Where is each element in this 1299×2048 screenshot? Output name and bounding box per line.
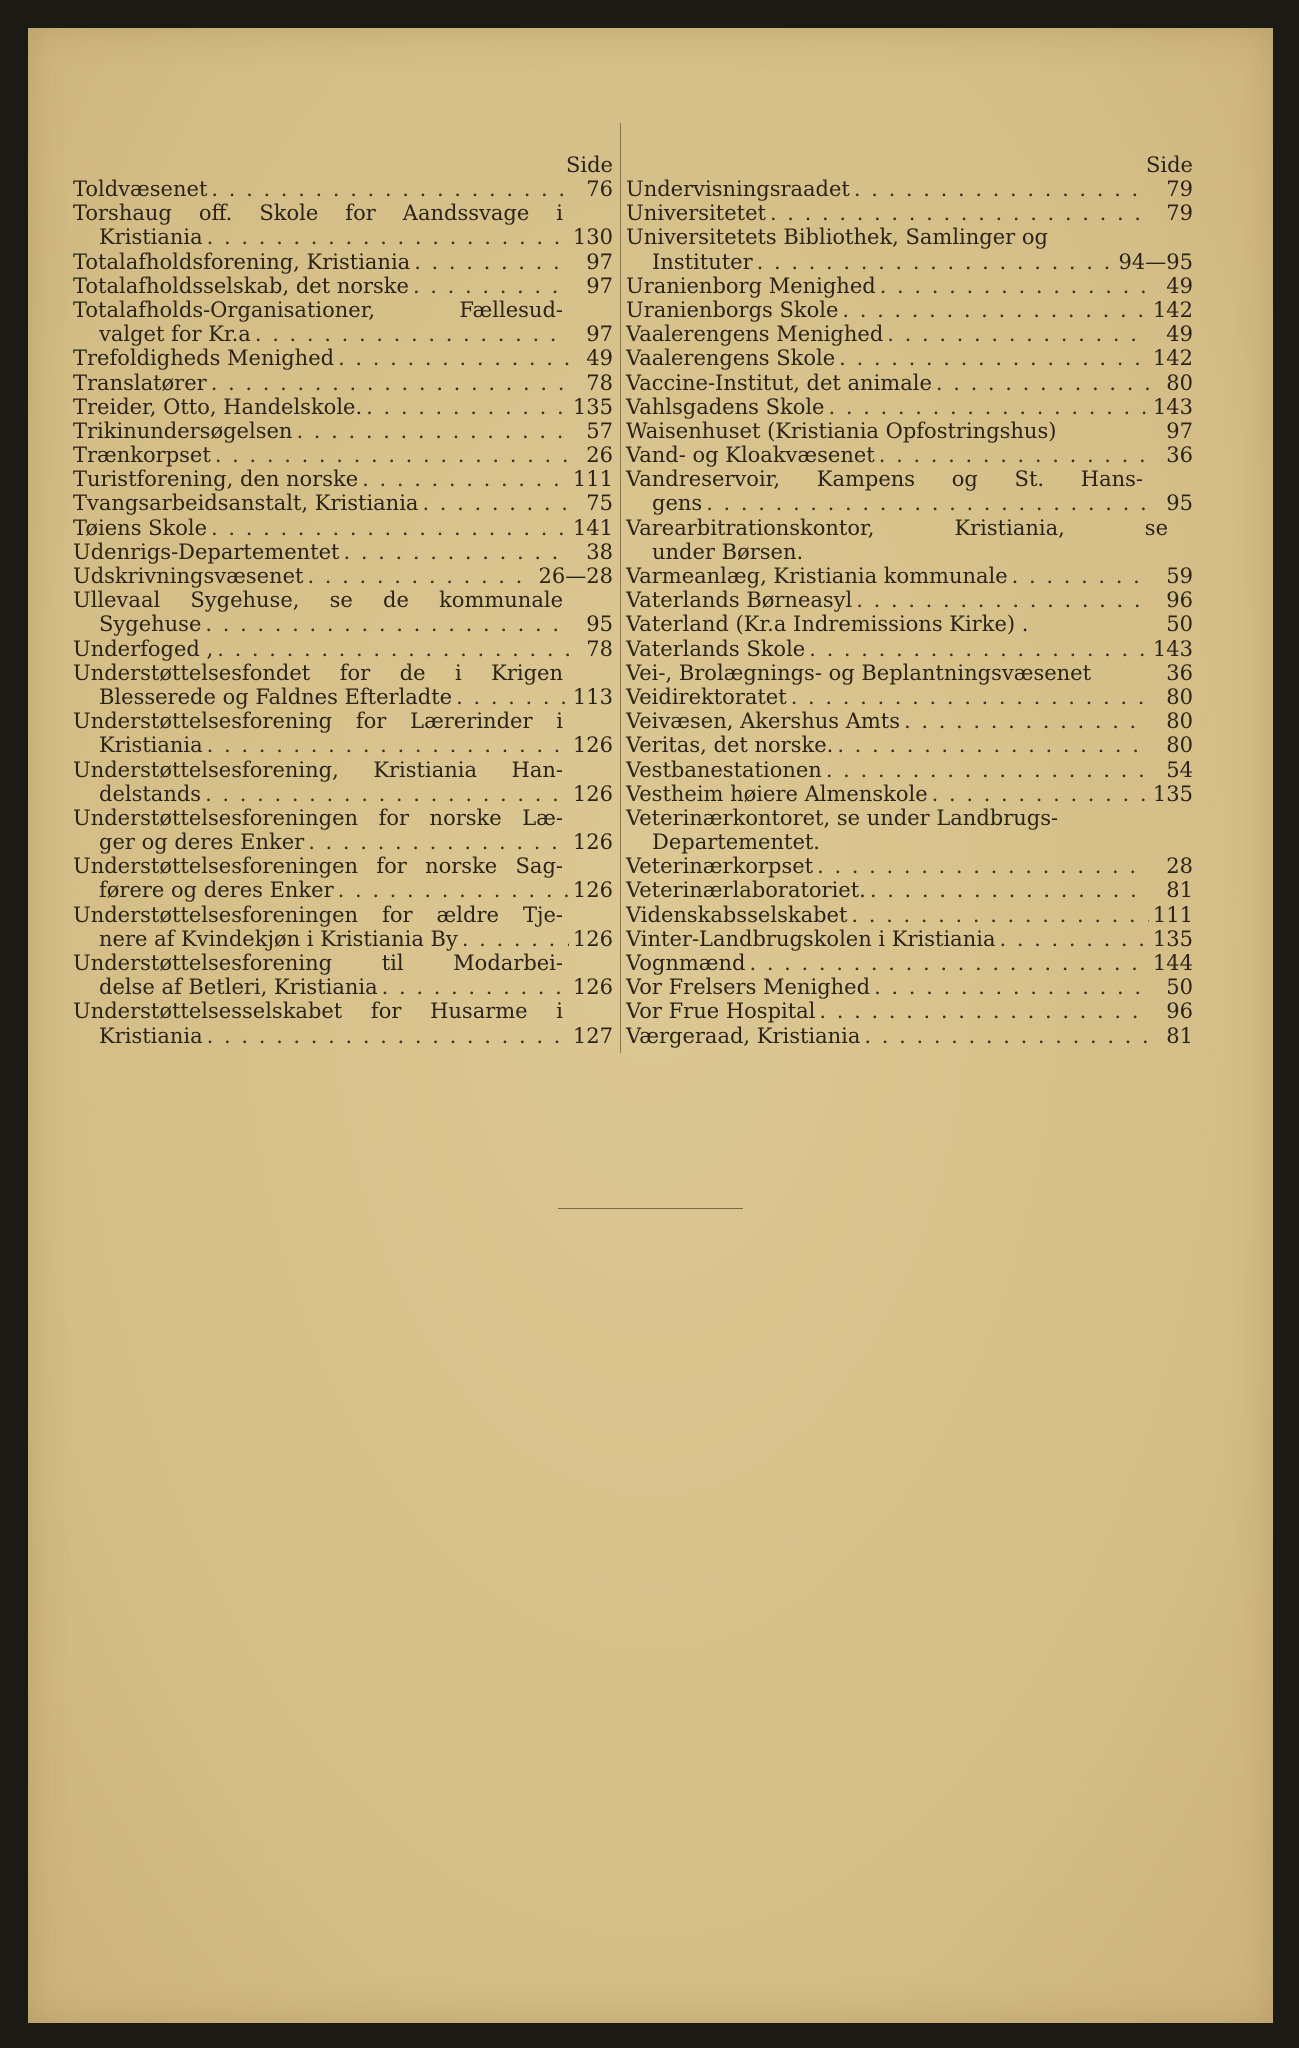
index-entry-cont: under Børsen. xyxy=(652,539,804,564)
index-entry-cont: nere af Kvindekjøn i Kristiania By . . . 126 xyxy=(73,927,613,951)
index-entry: Understøttelsesforeningen for norske Sag- xyxy=(73,854,563,879)
index-entry: Veivæsen, Akershus Amts . . . 80 xyxy=(626,709,1193,733)
index-entry: Understøttelsesfondet for de i Krigen xyxy=(73,660,563,685)
index-entry: Translatører . . . 78 xyxy=(73,371,613,395)
index-entry-cont: Kristiania . . . 130 xyxy=(73,225,613,249)
index-entry: Videnskabsselskabet . . . 111 xyxy=(626,903,1193,927)
index-entry: Varmeanlæg, Kristiania kommunale . . . 59 xyxy=(626,564,1193,588)
index-entry-cont: gens . . . 95 xyxy=(626,491,1193,515)
index-entry: Værgeraad, Kristiania . . . 81 xyxy=(626,1024,1193,1048)
index-entry: Toldvæsenet . . . 76 xyxy=(73,177,613,201)
index-entry-cont: ger og deres Enker . . . 126 xyxy=(73,830,613,854)
index-entry: Vognmænd . . . 144 xyxy=(626,951,1193,975)
index-entry-cont: Blesserede og Faldnes Efterladte . . . 113 xyxy=(73,685,613,709)
index-entry: Ullevaal Sygehuse, se de kommunale xyxy=(73,588,563,613)
index-entry: Vaterlands Skole . . . 143 xyxy=(626,637,1193,661)
index-entry: Vaterlands Børneasyl . . . 96 xyxy=(626,588,1193,612)
index-entry: Understøttelsesforening, Kristiania Han- xyxy=(73,757,563,782)
index-entry: Uranienborgs Skole . . . 142 xyxy=(626,298,1193,322)
index-entry: Varearbitrationskontor, Kristiania, se xyxy=(626,515,1168,540)
index-entry: Udenrigs-Departementet . . . 38 xyxy=(73,540,613,564)
index-entry: Uranienborg Menighed . . . 49 xyxy=(626,274,1193,298)
index-entry: Understøttelsesforening for Lærerinder i xyxy=(73,709,563,734)
column-divider xyxy=(620,123,621,1053)
index-entry: Tvangsarbeidsanstalt, Kristiania . . . 75 xyxy=(73,491,613,515)
index-entry-cont: delse af Betleri, Kristiania . . . 126 xyxy=(73,975,613,999)
index-entry-cont: Departementet. xyxy=(652,830,820,855)
index-column-left xyxy=(73,153,613,1048)
index-entry: Waisenhuset (Kristiania Opfostringshus) 97 xyxy=(626,418,1193,443)
index-entry: Totalafholdsforening, Kristiania . . . 97 xyxy=(73,250,613,274)
index-entry: Veterinærkontoret, se under Landbrugs- xyxy=(626,805,1059,830)
index-entry: Veritas, det norske. . . . 80 xyxy=(626,733,1193,757)
index-entry-cont: Kristiania . . . 126 xyxy=(73,733,613,757)
index-entry: Udskrivningsvæsenet . . . 26—28 xyxy=(73,564,613,588)
index-entry-cont: førere og deres Enker . . . 126 xyxy=(73,878,613,902)
index-entry: Undervisningsraadet . . . 79 xyxy=(626,177,1193,201)
index-entry: Vandreservoir, Kampens og St. Hans- xyxy=(626,467,1143,492)
index-entry-cont: Kristiania . . . 127 xyxy=(73,1024,613,1048)
index-entry: Turistforening, den norske . . . 111 xyxy=(73,467,613,491)
index-entry-cont: Instituter . . . 94—95 xyxy=(626,250,1193,274)
side-header: Side xyxy=(1146,153,1193,177)
index-entry: Understøttelsesforeningen for ældre Tje- xyxy=(73,902,563,927)
index-entry: Vaterland (Kr.a Indremissions Kirke) . 50 xyxy=(626,612,1193,637)
index-entry: Vand- og Kloakvæsenet . . . 36 xyxy=(626,443,1193,467)
index-page xyxy=(28,28,1273,2023)
index-entry: Trikinundersøgelsen . . . 57 xyxy=(73,419,613,443)
index-entry: Vor Frue Hospital . . . 96 xyxy=(626,999,1193,1023)
index-entry: Vaccine-Institut, det animale . . . 80 xyxy=(626,371,1193,395)
index-entry: Veterinærkorpset . . . 28 xyxy=(626,854,1193,878)
end-divider xyxy=(558,1208,743,1209)
index-entry: Understøttelsesselskabet for Husarme i xyxy=(73,999,563,1024)
index-entry: Vahlsgadens Skole . . . 143 xyxy=(626,395,1193,419)
index-entry: Torshaug off. Skole for Aandssvage i xyxy=(73,201,563,226)
index-entry-cont: Sygehuse . . . 95 xyxy=(73,612,613,636)
index-entry: Understøttelsesforeningen for norske Læ- xyxy=(73,805,563,830)
index-entry: Vei-, Brolægnings- og Beplantningsvæsenet 36 xyxy=(626,660,1193,685)
side-header: Side xyxy=(566,153,613,177)
index-entry: Totalafholdsselskab, det norske . . . 97 xyxy=(73,274,613,298)
index-entry: Understøttelsesforening til Modarbei- xyxy=(73,951,563,975)
index-entry: Veidirektoratet . . . 80 xyxy=(626,685,1193,709)
index-entry: Universitetets Bibliothek, Samlinger og xyxy=(626,225,1048,250)
index-entry: Totalafholds-Organisationer, Fællesud- xyxy=(73,297,563,322)
index-entry: Trefoldigheds Menighed . . . 49 xyxy=(73,346,613,370)
index-entry-cont: valget for Kr.a . . . 97 xyxy=(73,322,613,346)
index-entry: Underfoged , . . . 78 xyxy=(73,637,613,661)
index-entry: Treider, Otto, Handelskole. . . . 135 xyxy=(73,395,613,419)
index-entry: Vaalerengens Menighed . . . 49 xyxy=(626,322,1193,346)
index-entry: Trænkorpset . . . 26 xyxy=(73,443,613,467)
index-entry: Vaalerengens Skole . . . 142 xyxy=(626,346,1193,370)
index-entry: Universitetet . . . 79 xyxy=(626,201,1193,225)
index-entry: Vinter-Landbrugskolen i Kristiania . . . 135 xyxy=(626,927,1193,951)
index-entry: Vestbanestationen . . . 54 xyxy=(626,758,1193,782)
index-column-right xyxy=(626,153,1193,1048)
index-entry: Veterinærlaboratoriet. . . . 81 xyxy=(626,878,1193,902)
index-entry: Vor Frelsers Menighed . . . 50 xyxy=(626,975,1193,999)
index-entry: Tøiens Skole . . . 141 xyxy=(73,516,613,540)
index-entry-cont: delstands . . . 126 xyxy=(73,782,613,806)
index-entry: Vestheim høiere Almenskole . . . 135 xyxy=(626,782,1193,806)
